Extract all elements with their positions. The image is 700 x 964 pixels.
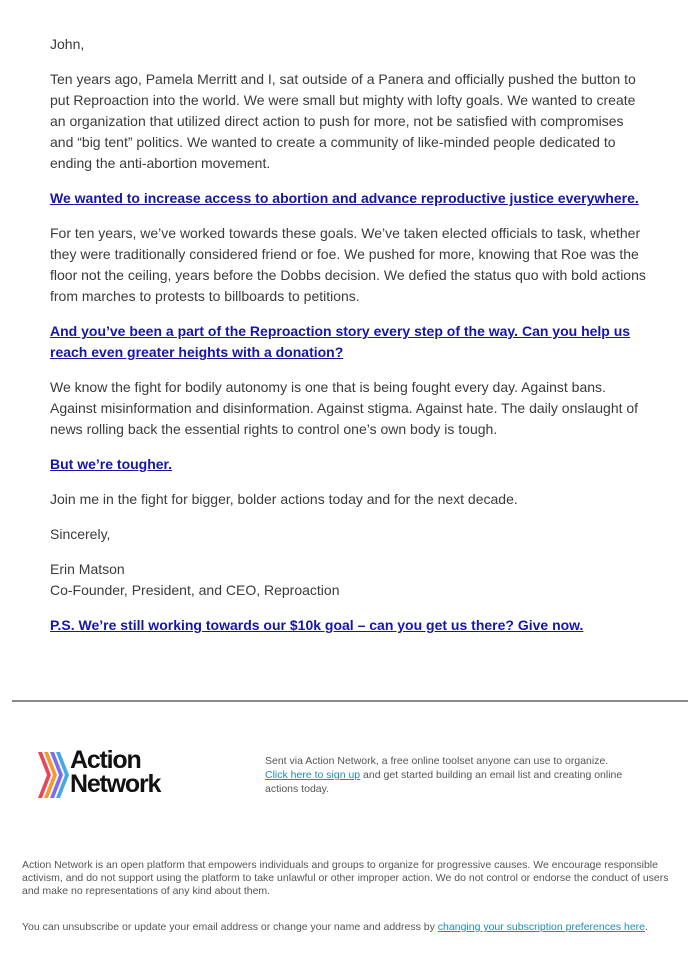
signoff: Sincerely, bbox=[50, 526, 111, 542]
paragraph-join: Join me in the fight for bigger, bolder actions today and for the next decade. bbox=[50, 491, 518, 507]
platform-disclaimer: Action Network is an open platform that empowers individuals and groups to organize for progressive causes. We encourage responsible activism, and do not support using the platform to take unlawful or other improper action. We do not control or endorse the conduct of users and make no representations of any kind about them. bbox=[22, 859, 669, 897]
paragraph-ten-years: For ten years, we’ve worked towards these goals. We’ve taken elected officials to task, whether they were traditionally considered friend or foe. We pushed for more, knowing that Roe was the floor not the ceiling, years before the Dobbs decision. We defied the status quo with bold actions from marches to protests to billboards to petitions. bbox=[50, 225, 646, 304]
cta-paragraph-2 bbox=[50, 321, 650, 363]
greeting: John, bbox=[50, 36, 85, 52]
unsubscribe-notice bbox=[22, 921, 692, 934]
cta-paragraph-3 bbox=[50, 454, 650, 475]
logo-word-network: Network bbox=[70, 770, 161, 798]
unsubscribe-text: You can unsubscribe or update your email address or change your name and address by bbox=[22, 921, 438, 933]
action-network-logo-icon bbox=[38, 752, 72, 798]
action-network-logo bbox=[38, 746, 198, 802]
action-network-wordmark bbox=[70, 748, 160, 796]
cta-link-tougher[interactable]: But we’re tougher. bbox=[50, 456, 173, 472]
cta-link-increase-access[interactable]: We wanted to increase access to abortion and advance reproductive justice everywhere. bbox=[50, 190, 639, 206]
logo-word-action: Action bbox=[70, 746, 141, 774]
cta-link-donation[interactable]: And you’ve been a part of the Reproaction story every step of the way. Can you help us reach even greater heights with a donation? bbox=[50, 323, 631, 360]
sent-via-notice bbox=[265, 754, 645, 796]
subscription-preferences-link[interactable]: changing your subscription preferences here bbox=[437, 921, 646, 933]
sent-via-text: Sent via Action Network, a free online toolset anyone can use to organize. bbox=[265, 755, 609, 767]
unsubscribe-suffix: . bbox=[645, 921, 648, 933]
footer-divider bbox=[12, 700, 688, 702]
signer-title: Co-Founder, President, and CEO, Reproaction bbox=[50, 582, 340, 598]
signature-block bbox=[50, 559, 650, 601]
paragraph-origin-story: Ten years ago, Pamela Merritt and I, sat outside of a Panera and officially pushed the button to put Reproaction into the world. We were small but mighty with lofty goals. We wanted to create an organization that utilized direct action to push for more, not be satisfied with compromises and “big tent” politics. We wanted to create a community of like-minded people dedicated to ending the anti-abortion movement. bbox=[50, 71, 636, 171]
email-body bbox=[50, 34, 650, 650]
signup-link[interactable]: Click here to sign up bbox=[265, 769, 361, 781]
sent-via-suffix: and get started building an email list and creating online actions today. bbox=[265, 769, 623, 795]
paragraph-bodily-autonomy: We know the fight for bodily autonomy is one that is being fought every day. Against bans. Against misinformation and disinformation. Against stigma. Against hate. The daily onslaught of news rolling back the essential rights to control one’s own body is tough. bbox=[50, 379, 639, 437]
cta-paragraph-1 bbox=[50, 188, 650, 209]
signer-name: Erin Matson bbox=[50, 561, 125, 577]
cta-link-give-now[interactable]: P.S. We’re still working towards our $10k goal – can you get us there? Give now. bbox=[50, 617, 584, 633]
ps-paragraph bbox=[50, 615, 650, 636]
